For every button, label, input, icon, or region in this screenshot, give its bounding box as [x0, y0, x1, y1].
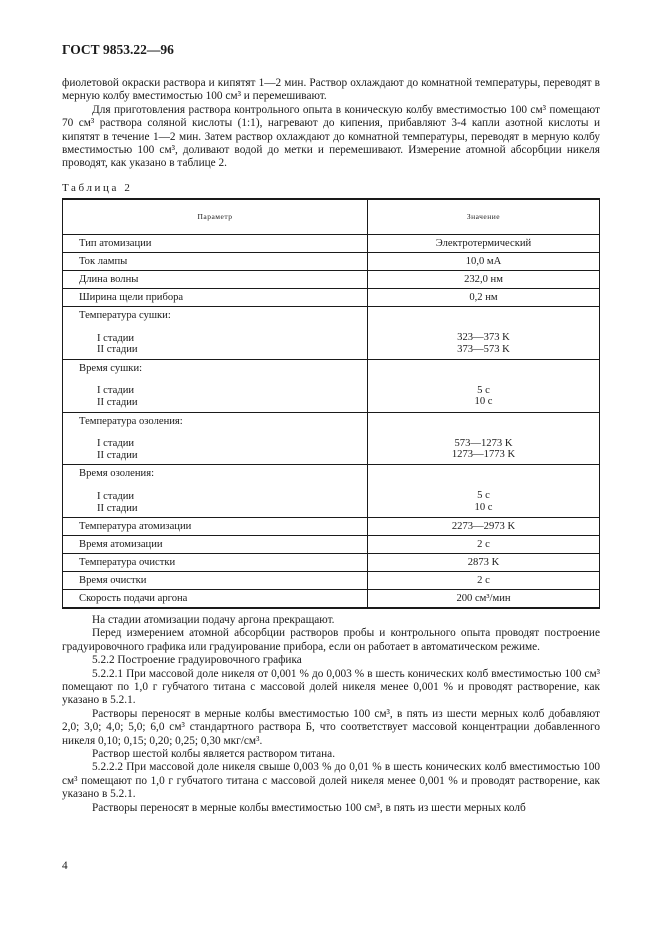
intro-text	[62, 77, 600, 171]
parameter-label: Время озоления:	[79, 468, 155, 480]
paragraph: 5.2.2.2 При массовой доле никеля свыше 0,003 % до 0,01 % в шесть конических колб вместимостью 100 см³ помещают по 1,0 г губчатого титана с массовой долей никеля менее 0,001 % и проводят растворение, как указано в 5.2.1.	[62, 761, 600, 801]
stage-value: 373—573 K	[457, 343, 510, 355]
section-heading: 5.2.2 Построение градуировочного графика	[92, 654, 302, 667]
paragraph: Растворы переносят в мерные колбы вместимостью 100 см³, в пять из шести мерных колб добавляют 2,0; 3,0; 4,0; 5,0; 6,0 см³ стандартного раствора Б, что соответствует массовой концентрации добавленного никеля 0,10; 0,15; 0,20; 0,25; 0,30 мкг/см³.	[62, 707, 600, 747]
parameter-label: Температура сушки:	[79, 310, 171, 321]
column-header-parameter: Параметр	[63, 199, 368, 235]
value-cell	[368, 412, 600, 465]
stage-value: 573—1273 K	[454, 437, 513, 449]
parameter-cell	[63, 412, 368, 465]
value-cell: 10,0 мА	[368, 253, 600, 271]
table-row	[63, 536, 600, 554]
paragraph: Перед измерением атомной абсорбции растворов пробы и контрольного опыта проводят построение градуировочного графика или градуирование прибора, если он работает в автоматическом режиме.	[62, 627, 600, 653]
paragraph: Раствор шестой колбы является раствором титана.	[92, 748, 336, 761]
value-cell	[368, 307, 600, 360]
stage-value: 5 с	[477, 384, 490, 396]
stage-value: 1273—1773 K	[451, 449, 516, 461]
parameters-table	[62, 198, 600, 609]
table-row	[63, 554, 600, 572]
parameter-label: Время сушки:	[79, 362, 143, 374]
value-cell: 2273—2973 K	[368, 518, 600, 536]
page-number: 4	[62, 860, 68, 872]
parameter-cell	[63, 307, 368, 360]
body-text	[62, 614, 600, 815]
parameter-cell: Тип атомизации	[63, 235, 368, 253]
value-cell: 200 см³/мин	[368, 590, 600, 609]
parameter-label: Температура озоления:	[79, 415, 183, 427]
value-cell: 2873 K	[368, 554, 600, 572]
stage-label: II стадии	[97, 449, 138, 461]
parameter-cell: Температура очистки	[63, 554, 368, 572]
parameter-cell: Время атомизации	[63, 536, 368, 554]
table-caption: Таблица 2	[62, 182, 133, 194]
stage-value: 10 с	[474, 501, 493, 513]
value-cell	[368, 465, 600, 518]
stage-label: I стадии	[97, 490, 135, 502]
stage-label: I стадии	[97, 438, 135, 450]
paragraph: На стадии атомизации подачу аргона прекращают.	[92, 614, 335, 626]
table-row	[63, 572, 600, 590]
stage-label: II стадии	[97, 344, 138, 356]
parameter-cell: Скорость подачи аргона	[63, 590, 368, 609]
value-cell	[368, 359, 600, 412]
document-header: ГОСТ 9853.22—96	[62, 42, 174, 57]
table-row	[63, 235, 600, 253]
table-row	[63, 253, 600, 271]
stage-value: 5 с	[477, 490, 490, 502]
table-row	[63, 359, 600, 412]
value-cell: 0,2 нм	[368, 289, 600, 307]
paragraph: Для приготовления раствора контрольного опыта в коническую колбу вместимостью 100 см³ помещают 70 см³ раствора соляной кислоты (1:1), нагревают до кипения, прибавляют 3-4 капли азотной кислоты и кипятят в течение 1—2 мин. Затем раствор охлаждают до комнатной температуры, переводят в мерную колбу вместимостью 100 см³, доливают водой до метки и перемешивают. Измерение атомной абсорбции никеля проводят, как указано в таблице 2.	[62, 103, 600, 170]
value-cell: 232,0 нм	[368, 271, 600, 289]
table-row	[63, 412, 600, 465]
table-row	[63, 518, 600, 536]
parameter-cell	[63, 465, 368, 518]
paragraph: фиолетовой окраски раствора и кипятят 1—2 мин. Раствор охлаждают до комнатной температуры, переводят в мерную колбу вместимостью 100 см³ и перемешивают.	[62, 77, 600, 103]
parameter-cell: Температура атомизации	[63, 518, 368, 536]
stage-value: 10 с	[474, 396, 493, 408]
stage-label: II стадии	[97, 502, 138, 514]
value-cell: 2 с	[368, 536, 600, 554]
table-row	[63, 590, 600, 609]
paragraph: Растворы переносят в мерные колбы вместимостью 100 см³, в пять из шести мерных колб	[92, 801, 526, 814]
parameter-cell	[63, 359, 368, 412]
table-row	[63, 307, 600, 360]
parameter-cell: Ширина щели прибора	[63, 289, 368, 307]
stage-value: 323—373 K	[457, 332, 510, 343]
stage-label: I стадии	[97, 385, 135, 397]
stage-label: II стадии	[97, 396, 138, 408]
value-cell: Электротермический	[368, 235, 600, 253]
paragraph: 5.2.2.1 При массовой доле никеля от 0,001 % до 0,003 % в шесть конических колб вместимостью 100 см³ помещают по 1,0 г губчатого титана с массовой долей никеля менее 0,001 % и проводят растворение, как указано в 5.2.1.	[62, 667, 600, 707]
value-cell: 2 с	[368, 572, 600, 590]
parameter-cell: Длина волны	[63, 271, 368, 289]
table-row	[63, 289, 600, 307]
column-header-value: Значение	[368, 199, 600, 235]
stage-label: I стадии	[97, 332, 135, 344]
table-row	[63, 271, 600, 289]
parameter-cell: Время очистки	[63, 572, 368, 590]
table-row	[63, 465, 600, 518]
parameter-cell: Ток лампы	[63, 253, 368, 271]
